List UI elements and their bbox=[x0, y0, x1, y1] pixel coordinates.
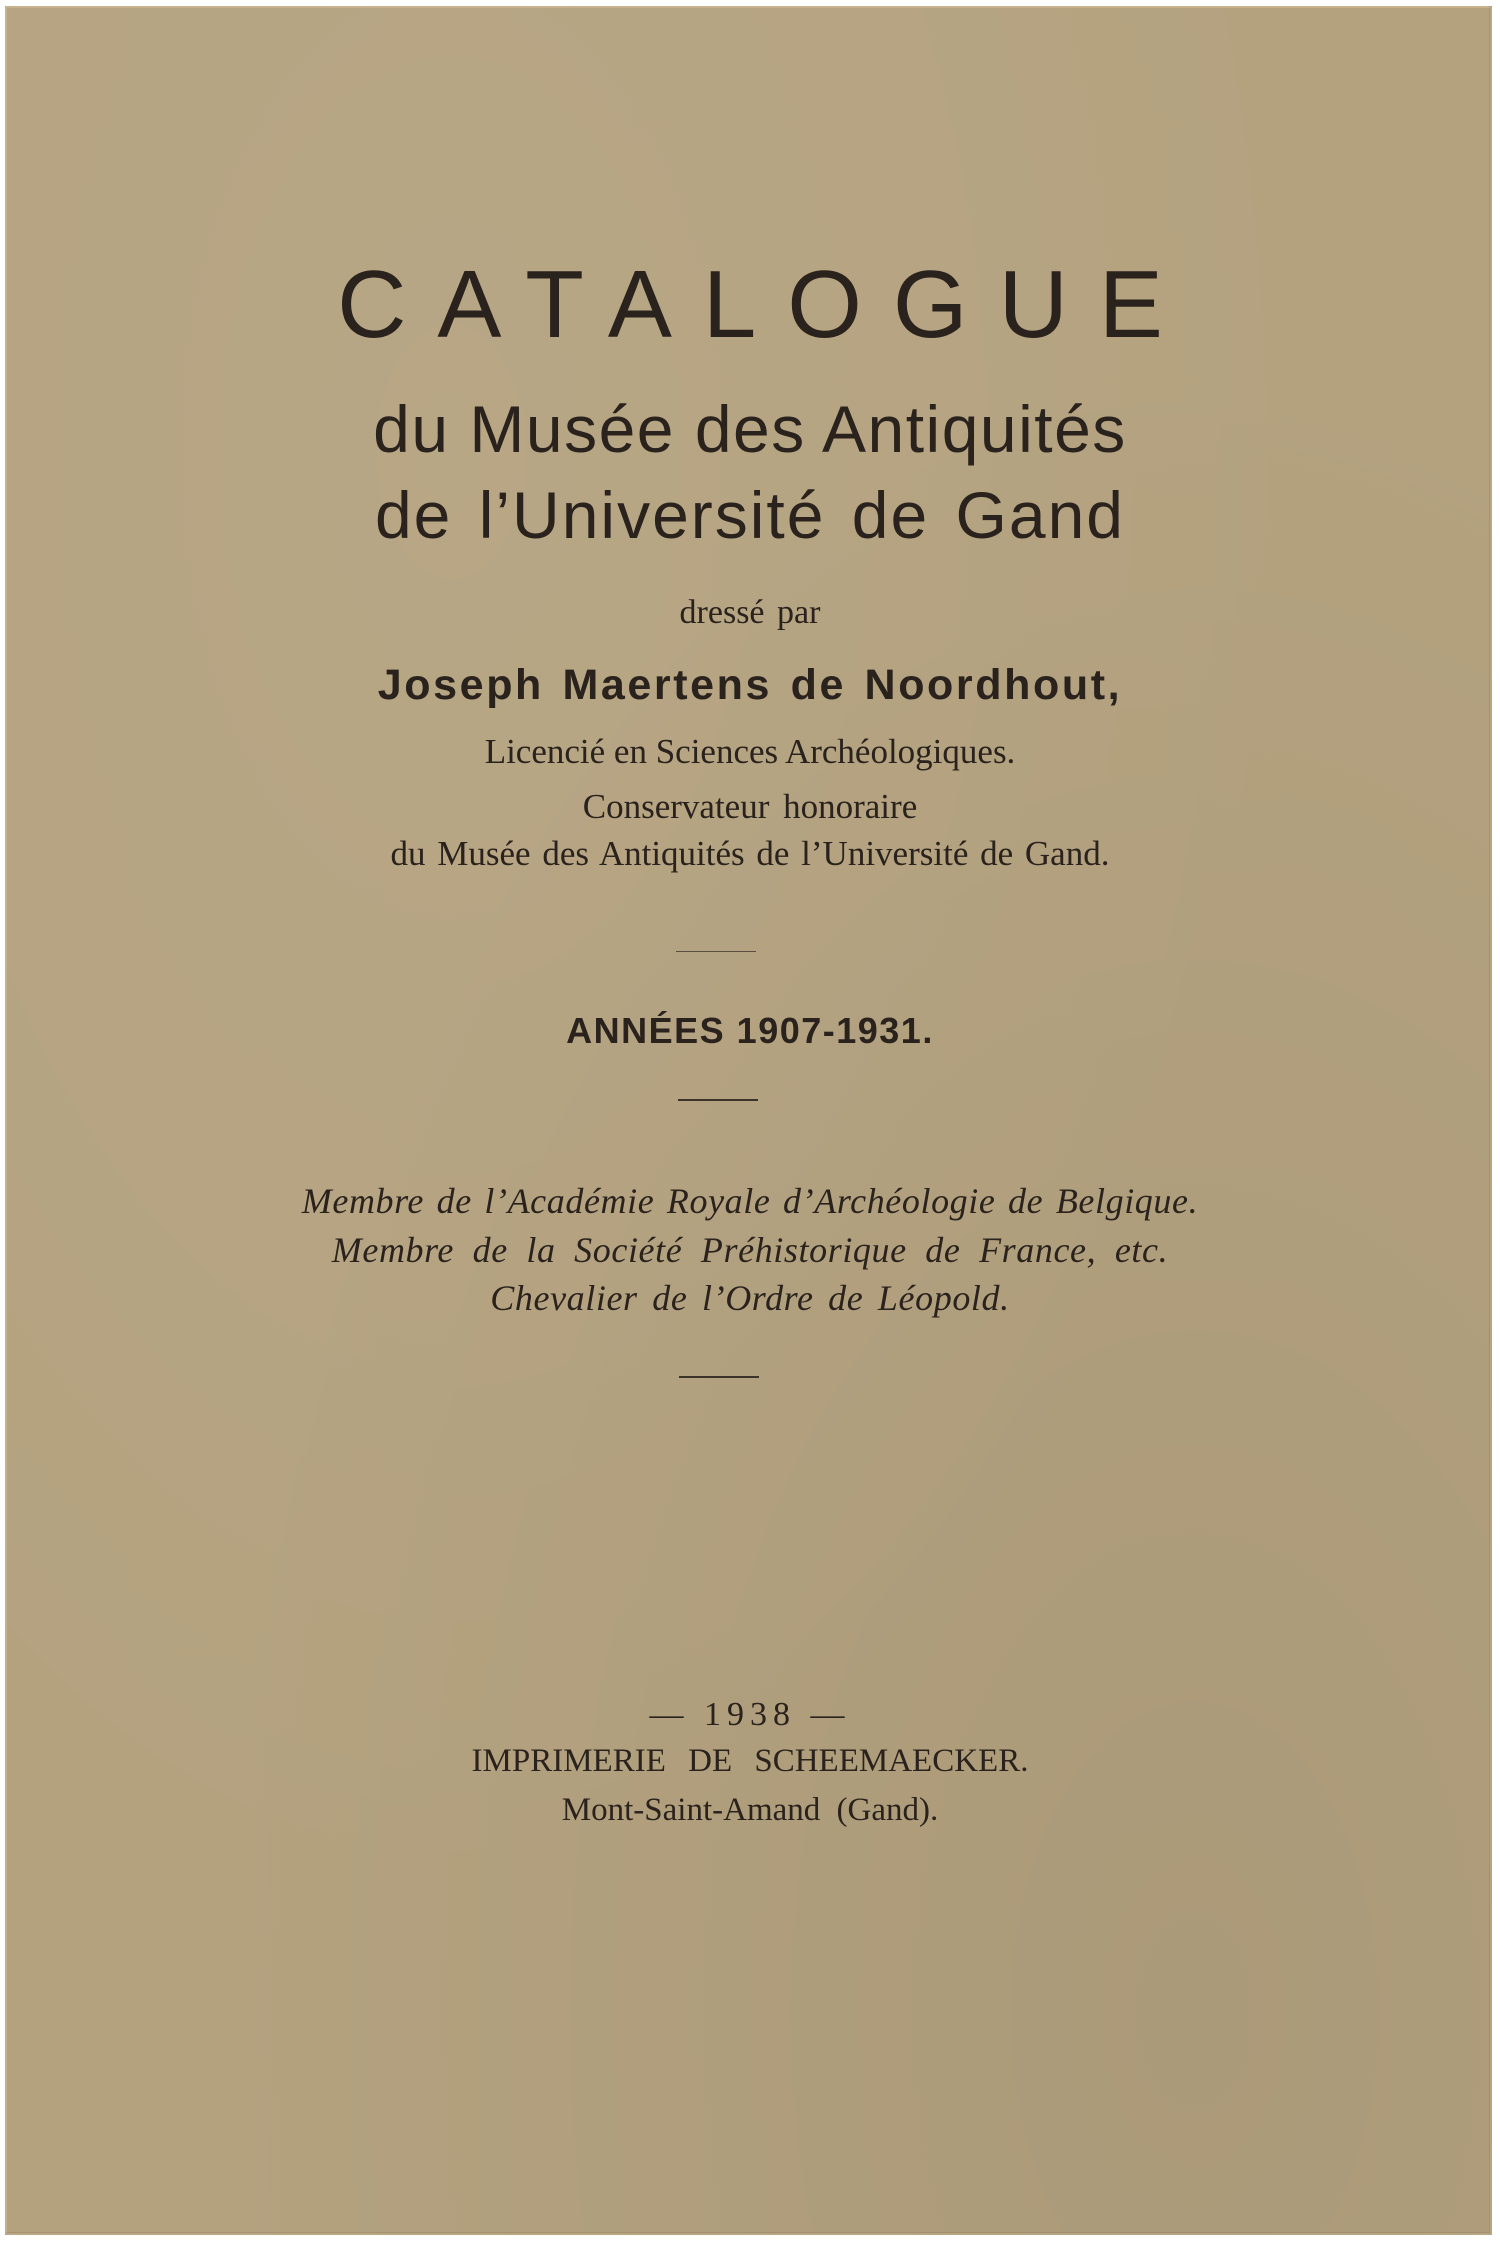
divider bbox=[676, 951, 756, 952]
printer-name: IMPRIMERIE DE SCHEEMAECKER. bbox=[471, 1743, 1029, 1779]
printer-location: Mont-Saint-Amand (Gand). bbox=[561, 1792, 939, 1828]
author-name: Joseph Maertens de Noordhout, bbox=[377, 661, 1123, 709]
honor: Chevalier de l’Ordre de Léopold. bbox=[490, 1278, 1010, 1318]
years-range: ANNÉES 1907-1931. bbox=[566, 1010, 934, 1051]
honor: Membre de la Société Préhistorique de France, etc. bbox=[331, 1230, 1169, 1270]
divider bbox=[679, 1376, 759, 1378]
title-subtitle-line-1: du Musée des Antiquités bbox=[373, 392, 1127, 466]
honor: Membre de l’Académie Royale d’Archéologie de Belgique. bbox=[301, 1181, 1199, 1221]
publication-year: — 1938 — bbox=[649, 1696, 851, 1733]
author-credential: Licencié en Sciences Archéologiques. bbox=[484, 732, 1016, 771]
author-credential: Conservateur honoraire bbox=[582, 787, 918, 826]
author-credential: du Musée des Antiquités de l’Université de Gand. bbox=[390, 834, 1110, 873]
title-main: CATALOGUE bbox=[337, 251, 1194, 358]
title-subtitle-line-2: de l’Université de Gand bbox=[374, 478, 1126, 552]
divider bbox=[678, 1099, 758, 1101]
byline: dressé par bbox=[679, 594, 821, 631]
